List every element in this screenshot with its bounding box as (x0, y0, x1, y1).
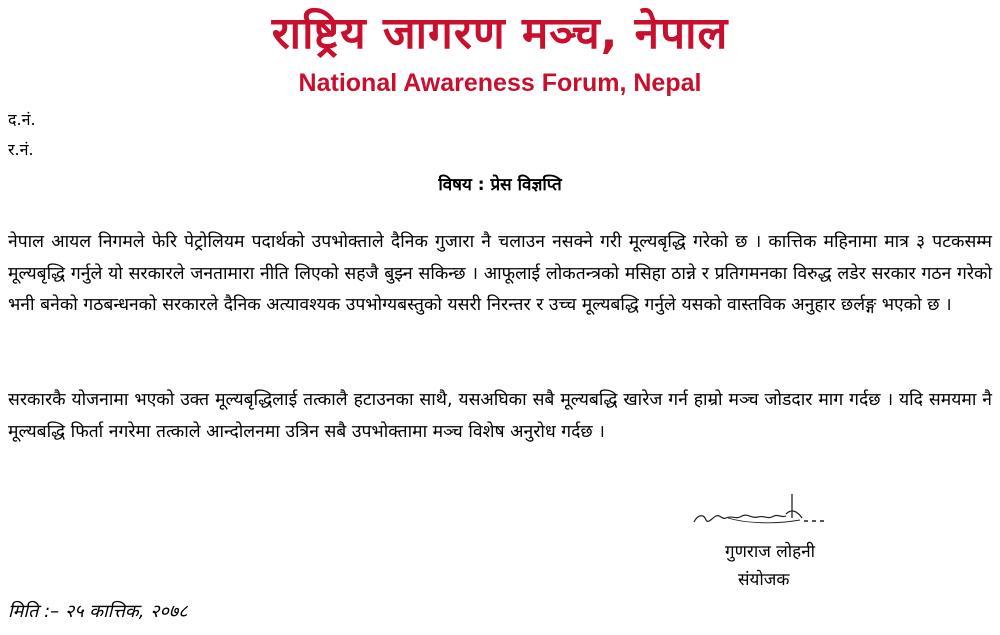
dispatch-number-label: द.नं. (8, 110, 36, 129)
date-line: मिति :– २५ कात्तिक, २०७८ (8, 601, 188, 622)
organization-name-nepali: राष्ट्रिय जागरण मञ्च, नेपाल (271, 8, 729, 59)
organization-name-english: National Awareness Forum, Nepal (298, 69, 702, 97)
registration-number-label: र.नं. (8, 140, 34, 159)
signatory-title: संयोजक (738, 570, 790, 590)
subject-line: विषय : प्रेस विज्ञप्ति (438, 175, 562, 195)
body-paragraph-1: नेपाल आयल निगमले फेरि पेट्रोलियम पदार्थको उपभोक्ताले दैनिक गुजारा नै चलाउन नसक्ने गरी मूल्यबृद्धि गरेको छ । कात्तिक महिनामा मात्र ३ पटकसम्म मूल्यबृद्धि गर्नुले यो सरकारले जनतामारा नीति लिएको सहजै बुझ्न सकिन्छ । आफूलाई लोकतन्त्रको मसिहा ठान्ने र प्रतिगमनका विरुद्ध लडेर सरकार गठन गरेको भनी बनेको गठबन्धनको सरकारले दैनिक अत्यावश्यक उपभोग्यबस्तुको यसरी निरन्तर र उच्च मूल्यबद्धि गर्नुले यसको वास्तविक अनुहार छर्लङ्ग भएको छ । (8, 232, 992, 315)
handwritten-signature (688, 488, 828, 532)
body-paragraph-2: सरकारकै योजनामा भएको उक्त मूल्यबृद्धिलाई तत्कालै हटाउनका साथै, यसअघिका सबै मूल्यबद्धि खारेज गर्न हाम्रो मञ्च जोडदार माग गर्दछ । यदि समयमा नै मूल्यबद्धि फिर्ता नगरेमा तत्काले आन्दोलनमा उत्रिन सबै उपभोक्तामा मञ्च विशेष अनुरोध गर्दछ । (8, 390, 992, 442)
signatory-name: गुणराज लोहनी (725, 542, 816, 562)
